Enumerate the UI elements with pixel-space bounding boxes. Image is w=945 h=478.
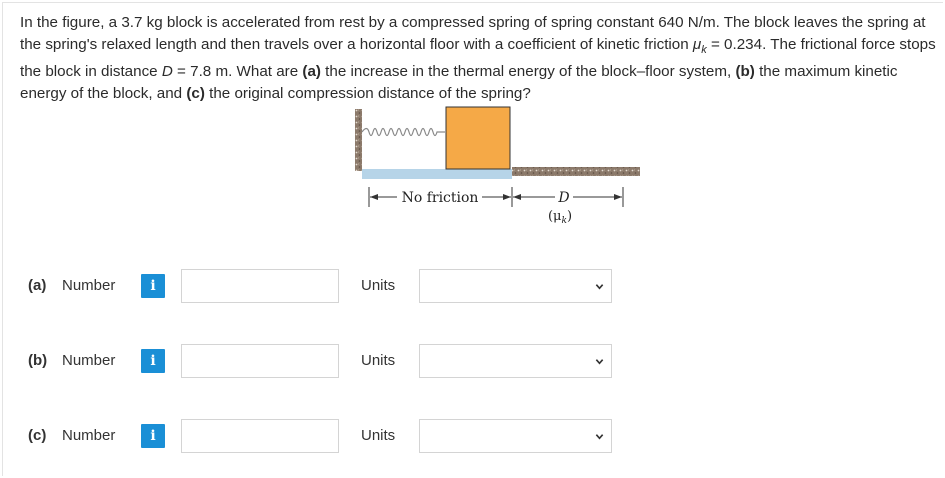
units-select[interactable] [419,269,612,303]
answer-row-a [0,266,945,306]
block [446,107,510,169]
info-icon[interactable]: i [141,424,165,448]
part-label: (b) [28,352,48,369]
answer-row-b [0,341,945,381]
number-input[interactable] [181,419,339,453]
units-select[interactable] [419,344,612,378]
units-select[interactable] [419,419,612,453]
mu-symbol: μ [692,36,702,53]
question-text: In the figure, a 3.7 kg block is accelerated from rest by a compressed spring of spring constant 640 N/m. The block leaves the spring at the spring's relaxed length and then travels over a horizontal floor with a coefficient of kinetic friction $\mu_k = 0.234$. The frictional force stops the block in distance D = 7.8 m. What are (a) the increase in the thermal energy of the block–floor system, (b) the maximum kinetic energy of the block, and (c) the original compression distance of the spring? [20,14,936,103]
number-input[interactable] [181,344,339,378]
number-label: Number [62,427,116,444]
units-label: Units [361,427,396,444]
part-label: (c) [28,427,47,444]
chevron-down-icon [595,357,604,366]
number-label: Number [62,277,116,294]
info-icon[interactable]: i [141,349,165,373]
info-icon[interactable]: i [141,274,165,298]
spring [362,129,445,136]
rough-floor [512,167,640,176]
part-label: (a) [28,277,47,294]
chevron-down-icon [595,282,604,291]
units-label: Units [361,352,396,369]
units-label: Units [361,277,396,294]
mu-k-label: $(\mu_k)$ [547,209,573,226]
frictionless-surface [362,169,512,179]
wall [355,109,362,171]
number-label: Number [62,352,116,369]
no-friction-label: No friction [401,190,479,206]
chevron-down-icon [595,432,604,441]
spring-block-diagram [355,103,645,233]
number-input[interactable] [181,269,339,303]
answer-row-c [0,416,945,456]
distance-d-label: D [558,190,570,206]
problem-figure [355,103,645,233]
